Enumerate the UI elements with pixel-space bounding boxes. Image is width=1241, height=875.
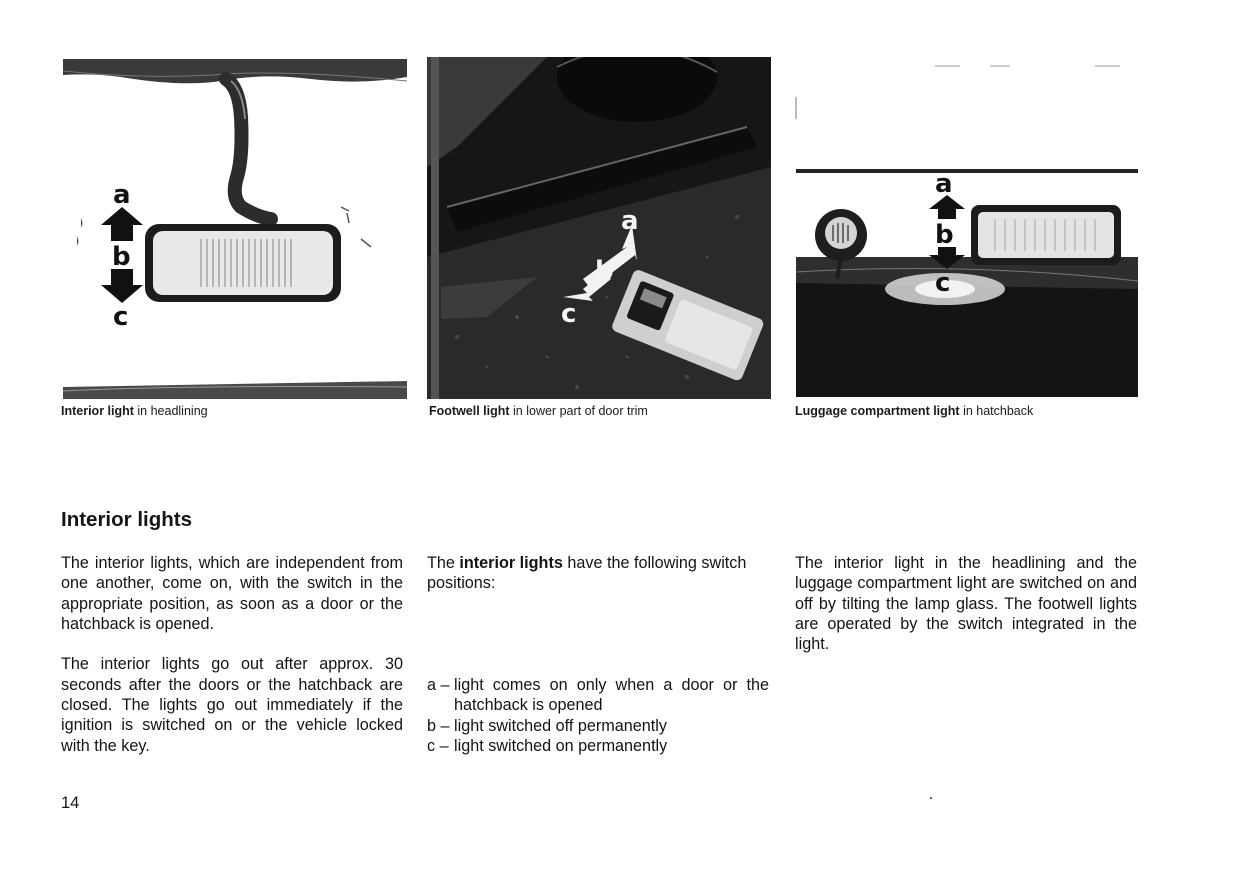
arrow-down-icon	[101, 269, 143, 303]
paragraph-independent-lights: The interior lights, which are independent from one another, come on, with the switch in the appropriate position, as soon as a door or the hatchback is opened.	[61, 554, 403, 633]
switch-positions-list	[427, 675, 769, 756]
marker-c: c	[561, 299, 577, 329]
caption-interior-light: Interior light in headlining	[61, 404, 208, 418]
marker-b: b	[935, 220, 954, 250]
marker-a: a	[621, 206, 639, 236]
column-3	[795, 553, 1137, 654]
marker-c: c	[935, 268, 951, 298]
page-number: 14	[61, 794, 80, 812]
photo-footwell-light	[427, 57, 771, 399]
photo-luggage-light	[795, 57, 1139, 399]
luggage-light-illustration	[795, 57, 1139, 399]
paragraph-switch-positions-intro: The interior lights have the following switch positions:	[427, 554, 747, 593]
list-item: c – light switched on permanently	[427, 736, 668, 755]
scan-speck	[930, 797, 932, 799]
marker-a: a	[113, 180, 131, 210]
interior-light-illustration	[61, 57, 409, 399]
caption-luggage-light: Luggage compartment light in hatchback	[795, 404, 1034, 418]
marker-b: b	[112, 242, 131, 272]
section-title: Interior lights	[61, 508, 192, 531]
column-2	[427, 553, 769, 594]
caption-footwell-light: Footwell light in lower part of door trim	[429, 404, 648, 418]
list-item: a – light comes on only when a door or the hatchback is opened	[427, 676, 769, 715]
paragraph-lamp-operation: The interior light in the headlining and the luggage compartment light are switched on and off by tilting the lamp glass. The footwell lights are operated by the switch integrated in the light.	[795, 554, 1137, 654]
photo-interior-light	[61, 57, 409, 399]
marker-c: c	[113, 302, 129, 332]
marker-a: a	[935, 169, 953, 199]
lamp-glass	[978, 212, 1114, 258]
paragraph-lights-go-out: The interior lights go out after approx. 30 seconds after the doors or the hatchback are closed. The lights go out immediately if the ignition is switched on or the vehicle locked with the key.	[61, 655, 403, 755]
column-1	[61, 553, 403, 756]
list-item: b – light switched off permanently	[427, 716, 667, 735]
arrow-up-icon	[101, 207, 143, 241]
footwell-light-illustration	[427, 57, 771, 399]
marker-b: b	[595, 256, 614, 286]
cable-strap	[226, 79, 271, 219]
